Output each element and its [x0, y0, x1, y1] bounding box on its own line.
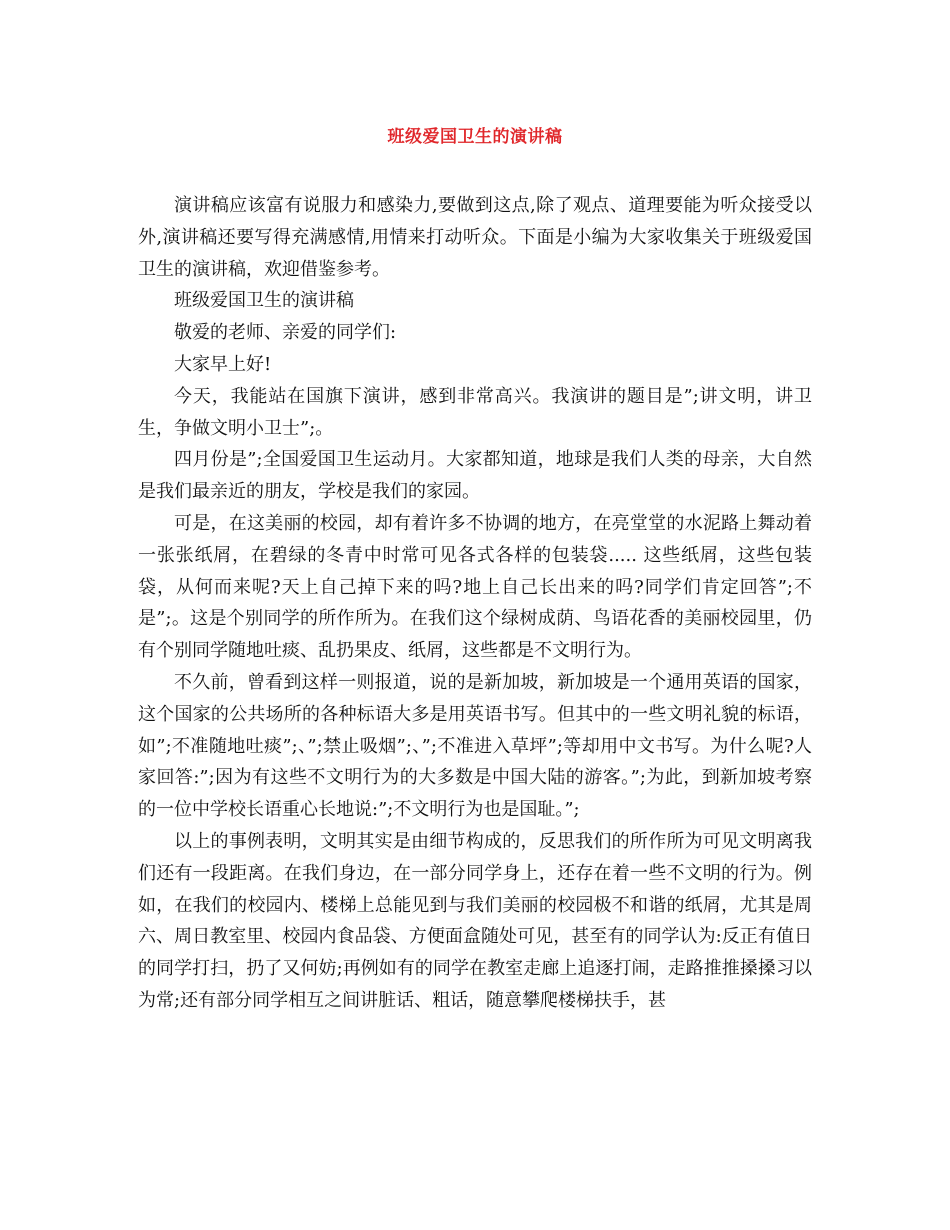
paragraph: 今天，我能站在国旗下演讲，感到非常高兴。我演讲的题目是”;讲文明，讲卫生，争做文明小卫士”;。	[138, 385, 812, 439]
paragraph: 以上的事例表明，文明其实是由细节构成的，反思我们的所作所为可见文明离我们还有一段距离。在我们身边，在一部分同学身上，还存在着一些不文明的行为。例如，在我们的校园内、楼梯上总能见到与我们美丽的校园极不和谐的纸屑，尤其是周六、周日教室里、校园内食品袋、方便面盒随处可见，甚至有的同学认为:反正有值日的同学打扫，扔了又何妨;再例如有的同学在教室走廊上追逐打闹，走路推推搡搡习以为常;还有部分同学相互之间讲脏话、粗话，随意攀爬楼梯扶手，甚	[138, 830, 812, 1011]
paragraph-intro: 演讲稿应该富有说服力和感染力,要做到这点,除了观点、道理要能为听众接受以外,演讲稿还要写得充满感情,用情来打动听众。下面是小编为大家收集关于班级爱国卫生的演讲稿，欢迎借鉴参考。	[138, 195, 812, 280]
paragraph-salutation: 敬爱的老师、亲爱的同学们:	[174, 322, 397, 344]
document-title: 班级爱国卫生的演讲稿	[387, 127, 563, 147]
paragraph: 四月份是”;全国爱国卫生运动月。大家都知道，地球是我们人类的母亲，大自然是我们最亲近的朋友，学校是我们的家园。	[138, 449, 812, 503]
paragraph-heading: 班级爱国卫生的演讲稿	[174, 290, 354, 312]
paragraph-greeting: 大家早上好!	[174, 353, 272, 375]
document-body	[138, 190, 812, 1017]
paragraph: 可是，在这美丽的校园，却有着许多不协调的地方，在亮堂堂的水泥路上舞动着一张张纸屑，在碧绿的冬青中时常可见各式各样的包装袋..... 这些纸屑，这些包装袋，从何而来呢?天上自己掉下来的吗?地上自己长出来的吗?同学们肯定回答”;不是”;。这是个别同学的所作所为。在我们这个绿树成荫、鸟语花香的美丽校园里，仍有个别同学随地吐痰、乱扔果皮、纸屑，这些都是不文明行为。	[138, 512, 812, 662]
paragraph: 不久前，曾看到这样一则报道，说的是新加坡，新加坡是一个通用英语的国家，这个国家的公共场所的各种标语大多是用英语书写。但其中的一些文明礼貌的标语，如”;不准随地吐痰”;、”;禁止吸烟”;、”;不准进入草坪”;等却用中文书写。为什么呢?人家回答:”;因为有这些不文明行为的大多数是中国大陆的游客。”;为此，到新加坡考察的一位中学校长语重心长地说:”;不文明行为也是国耻。”;	[138, 671, 812, 821]
